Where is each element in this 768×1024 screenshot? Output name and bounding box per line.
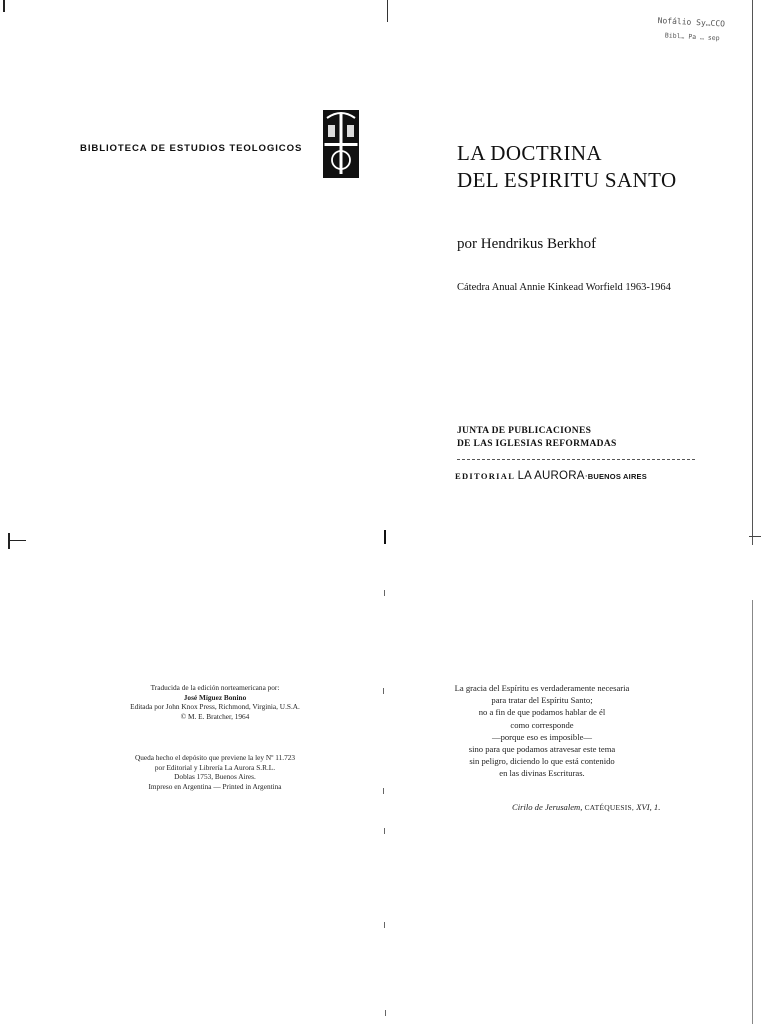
- center-gutter-mark: [384, 530, 386, 544]
- editorial-label: EDITORIAL: [455, 471, 516, 481]
- translator-name: José Míguez Bonino: [183, 692, 247, 702]
- editorial-imprint: [455, 470, 647, 482]
- citation-ref: XVI, 1.: [636, 802, 661, 812]
- gutter-tick: [383, 788, 384, 794]
- legal-line: Doblas 1753, Buenos Aires.: [174, 772, 256, 781]
- translation-credits: [100, 683, 330, 721]
- corner-mark-mid-right: [749, 536, 761, 537]
- legal-line: por Editorial y Librería La Aurora S.R.L.: [154, 762, 276, 772]
- gutter-tick: [383, 688, 384, 694]
- separator-dot-icon: ·: [584, 472, 588, 482]
- epigraph: [420, 682, 664, 780]
- citation-author: Cirilo de Jerusalem,: [512, 802, 583, 812]
- handwritten-note: [657, 14, 748, 47]
- credit-line: Editada por John Knox Press, Richmond, Virginia, U.S.A.: [130, 702, 300, 711]
- gutter-tick: [384, 828, 385, 834]
- gutter-tick: [384, 922, 385, 928]
- legal-line: Queda hecho el depósito que previene la ley Nº 11.723: [134, 753, 296, 762]
- corner-mark-mid-left: [8, 533, 10, 549]
- legal-notice: [100, 753, 330, 791]
- epigraph-line: en las divinas Escrituras.: [499, 768, 585, 779]
- epigraph-line: para tratar del Espíritu Santo;: [491, 695, 593, 706]
- publisher-block: [457, 425, 617, 451]
- gutter-tick: [384, 590, 385, 596]
- epigraph-line: sin peligro, diciendo lo que está contenido: [469, 756, 615, 767]
- epigraph-citation: [512, 802, 660, 812]
- corner-mark-mid-left-h: [8, 540, 26, 541]
- gutter-tick: [385, 1010, 386, 1016]
- epigraph-line: —porque eso es imposible—: [491, 731, 592, 742]
- right-edge-line: [752, 0, 753, 545]
- editorial-name: LA AURORA: [517, 470, 585, 482]
- handwritten-note-line: Nofálio Sy…CCO: [657, 15, 726, 29]
- credit-line: Traducida de la edición norteamericana por:: [150, 683, 280, 692]
- right-edge-line-bottom: [752, 600, 753, 1024]
- editorial-city: BUENOS AIRES: [587, 472, 647, 481]
- lecture-series: Cátedra Anual Annie Kinkead Worfield 1963-1964: [457, 282, 671, 293]
- divider-rule: [457, 459, 695, 460]
- copyright-line: © M. E. Bratcher, 1964: [180, 711, 250, 721]
- handwritten-note-line: Bibl… Pa … sep: [664, 31, 720, 43]
- legal-line: Impreso en Argentina — Printed in Argentina: [148, 781, 282, 791]
- epigraph-line: La gracia del Espíritu es verdaderamente necesaria: [454, 683, 630, 693]
- book-title-line: LA DOCTRINA: [457, 141, 602, 165]
- book-title: [457, 140, 677, 194]
- publisher-line: DE LAS IGLESIAS REFORMADAS: [457, 439, 617, 449]
- epigraph-line: sino para que podamos atravesar este tema: [468, 744, 616, 755]
- author-line: por Hendrikus Berkhof: [457, 236, 597, 252]
- series-title: BIBLIOTECA DE ESTUDIOS TEOLOGICOS: [80, 143, 303, 154]
- center-gutter-top: [387, 0, 388, 22]
- corner-mark-top-left: [3, 0, 5, 12]
- citation-work: CATÉQUESIS,: [584, 803, 635, 812]
- publisher-line: JUNTA DE PUBLICACIONES: [457, 426, 592, 436]
- book-title-line: DEL ESPIRITU SANTO: [457, 168, 677, 192]
- epigraph-line: no a fin de que podamos hablar de él: [478, 707, 606, 718]
- epigraph-line: como corresponde: [510, 719, 574, 730]
- publisher-emblem-icon: [323, 110, 359, 178]
